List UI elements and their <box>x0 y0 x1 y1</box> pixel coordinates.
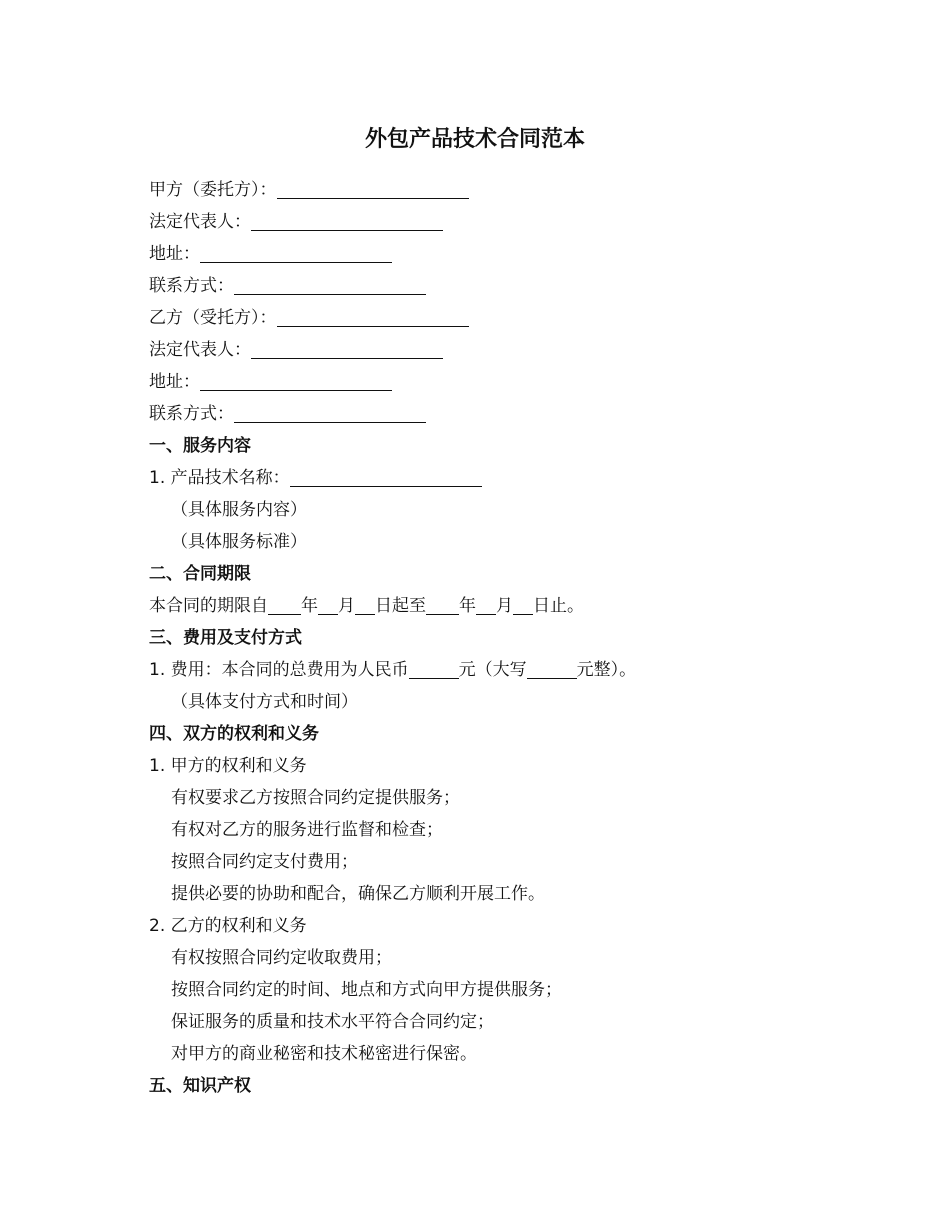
party-b-rep-label: 法定代表人： <box>149 340 251 360</box>
section-2-heading: 二、合同期限 <box>149 564 251 584</box>
party-a-address-line <box>149 238 849 270</box>
party-b-blank <box>277 306 469 327</box>
section-1-heading: 一、服务内容 <box>149 436 251 456</box>
party-a-address-blank <box>200 242 392 263</box>
start-month-blank <box>318 594 338 615</box>
end-month-blank <box>476 594 496 615</box>
start-year-label: 年 <box>301 596 318 616</box>
section-5-heading: 五、知识产权 <box>149 1076 251 1096</box>
party-b-contact-label: 联系方式： <box>149 404 234 424</box>
fee-line <box>149 654 849 686</box>
party-b-contact-line <box>149 398 849 430</box>
party-a-blank <box>277 178 469 199</box>
party-b-right-item: 对甲方的商业秘密和技术秘密进行保密。 <box>171 1044 477 1064</box>
party-b-right-item: 有权按照合同约定收取费用； <box>171 948 392 968</box>
party-a-right-item: 有权对乙方的服务进行监督和检查； <box>171 820 443 840</box>
party-a-address-label: 地址： <box>149 244 200 264</box>
party-a-rep-blank <box>251 210 443 231</box>
party-b-line <box>149 302 849 334</box>
party-b-address-blank <box>200 370 392 391</box>
party-a-right-item: 按照合同约定支付费用； <box>171 852 358 872</box>
party-b-address-line <box>149 366 849 398</box>
party-a-right-item: 提供必要的协助和配合，确保乙方顺利开展工作。 <box>171 884 545 904</box>
party-b-rights-title: 2. 乙方的权利和义务 <box>149 916 307 936</box>
party-b-right-item: 保证服务的质量和技术水平符合合同约定； <box>171 1012 494 1032</box>
start-day-label: 日起至 <box>375 596 426 616</box>
fee-suffix: 元整）。 <box>576 660 637 680</box>
end-day-blank <box>513 594 533 615</box>
section-4-heading: 四、双方的权利和义务 <box>149 724 319 744</box>
start-month-label: 月 <box>338 596 355 616</box>
party-b-contact-blank <box>234 402 426 423</box>
party-b-address-label: 地址： <box>149 372 200 392</box>
service-standard-detail: （具体服务标准） <box>171 532 307 552</box>
end-year-blank <box>426 594 459 615</box>
party-b-rep-blank <box>251 338 443 359</box>
end-year-label: 年 <box>459 596 476 616</box>
party-b-rep-line <box>149 334 849 366</box>
party-b-right-item: 按照合同约定的时间、地点和方式向甲方提供服务； <box>171 980 562 1000</box>
party-a-rights-title: 1. 甲方的权利和义务 <box>149 756 307 776</box>
document-title: 外包产品技术合同范本 <box>364 127 585 152</box>
service-content-detail: （具体服务内容） <box>171 500 307 520</box>
party-a-contact-line <box>149 270 849 302</box>
party-a-line <box>149 174 849 206</box>
document-body <box>149 174 849 1102</box>
fee-prefix: 1. 费用：本合同的总费用为人民币 <box>149 660 409 680</box>
party-b-label: 乙方（受托方）： <box>149 308 277 328</box>
contract-term-line <box>149 590 849 622</box>
end-day-label: 日止。 <box>533 596 584 616</box>
party-a-contact-blank <box>234 274 426 295</box>
party-a-rep-label: 法定代表人： <box>149 212 251 232</box>
fee-amount-blank <box>409 658 459 679</box>
section-3-heading: 三、费用及支付方式 <box>149 628 302 648</box>
party-a-rep-line <box>149 206 849 238</box>
end-month-label: 月 <box>496 596 513 616</box>
start-year-blank <box>268 594 301 615</box>
party-a-label: 甲方（委托方）： <box>149 180 277 200</box>
payment-detail: （具体支付方式和时间） <box>171 692 358 712</box>
party-a-right-item: 有权要求乙方按照合同约定提供服务； <box>171 788 460 808</box>
start-day-blank <box>355 594 375 615</box>
term-prefix: 本合同的期限自 <box>149 596 268 616</box>
product-name-line <box>149 462 849 494</box>
product-name-label: 1. 产品技术名称： <box>149 468 290 488</box>
party-a-contact-label: 联系方式： <box>149 276 234 296</box>
fee-words-blank <box>527 658 577 679</box>
product-name-blank <box>290 466 482 487</box>
fee-mid: 元（大写 <box>458 660 527 680</box>
